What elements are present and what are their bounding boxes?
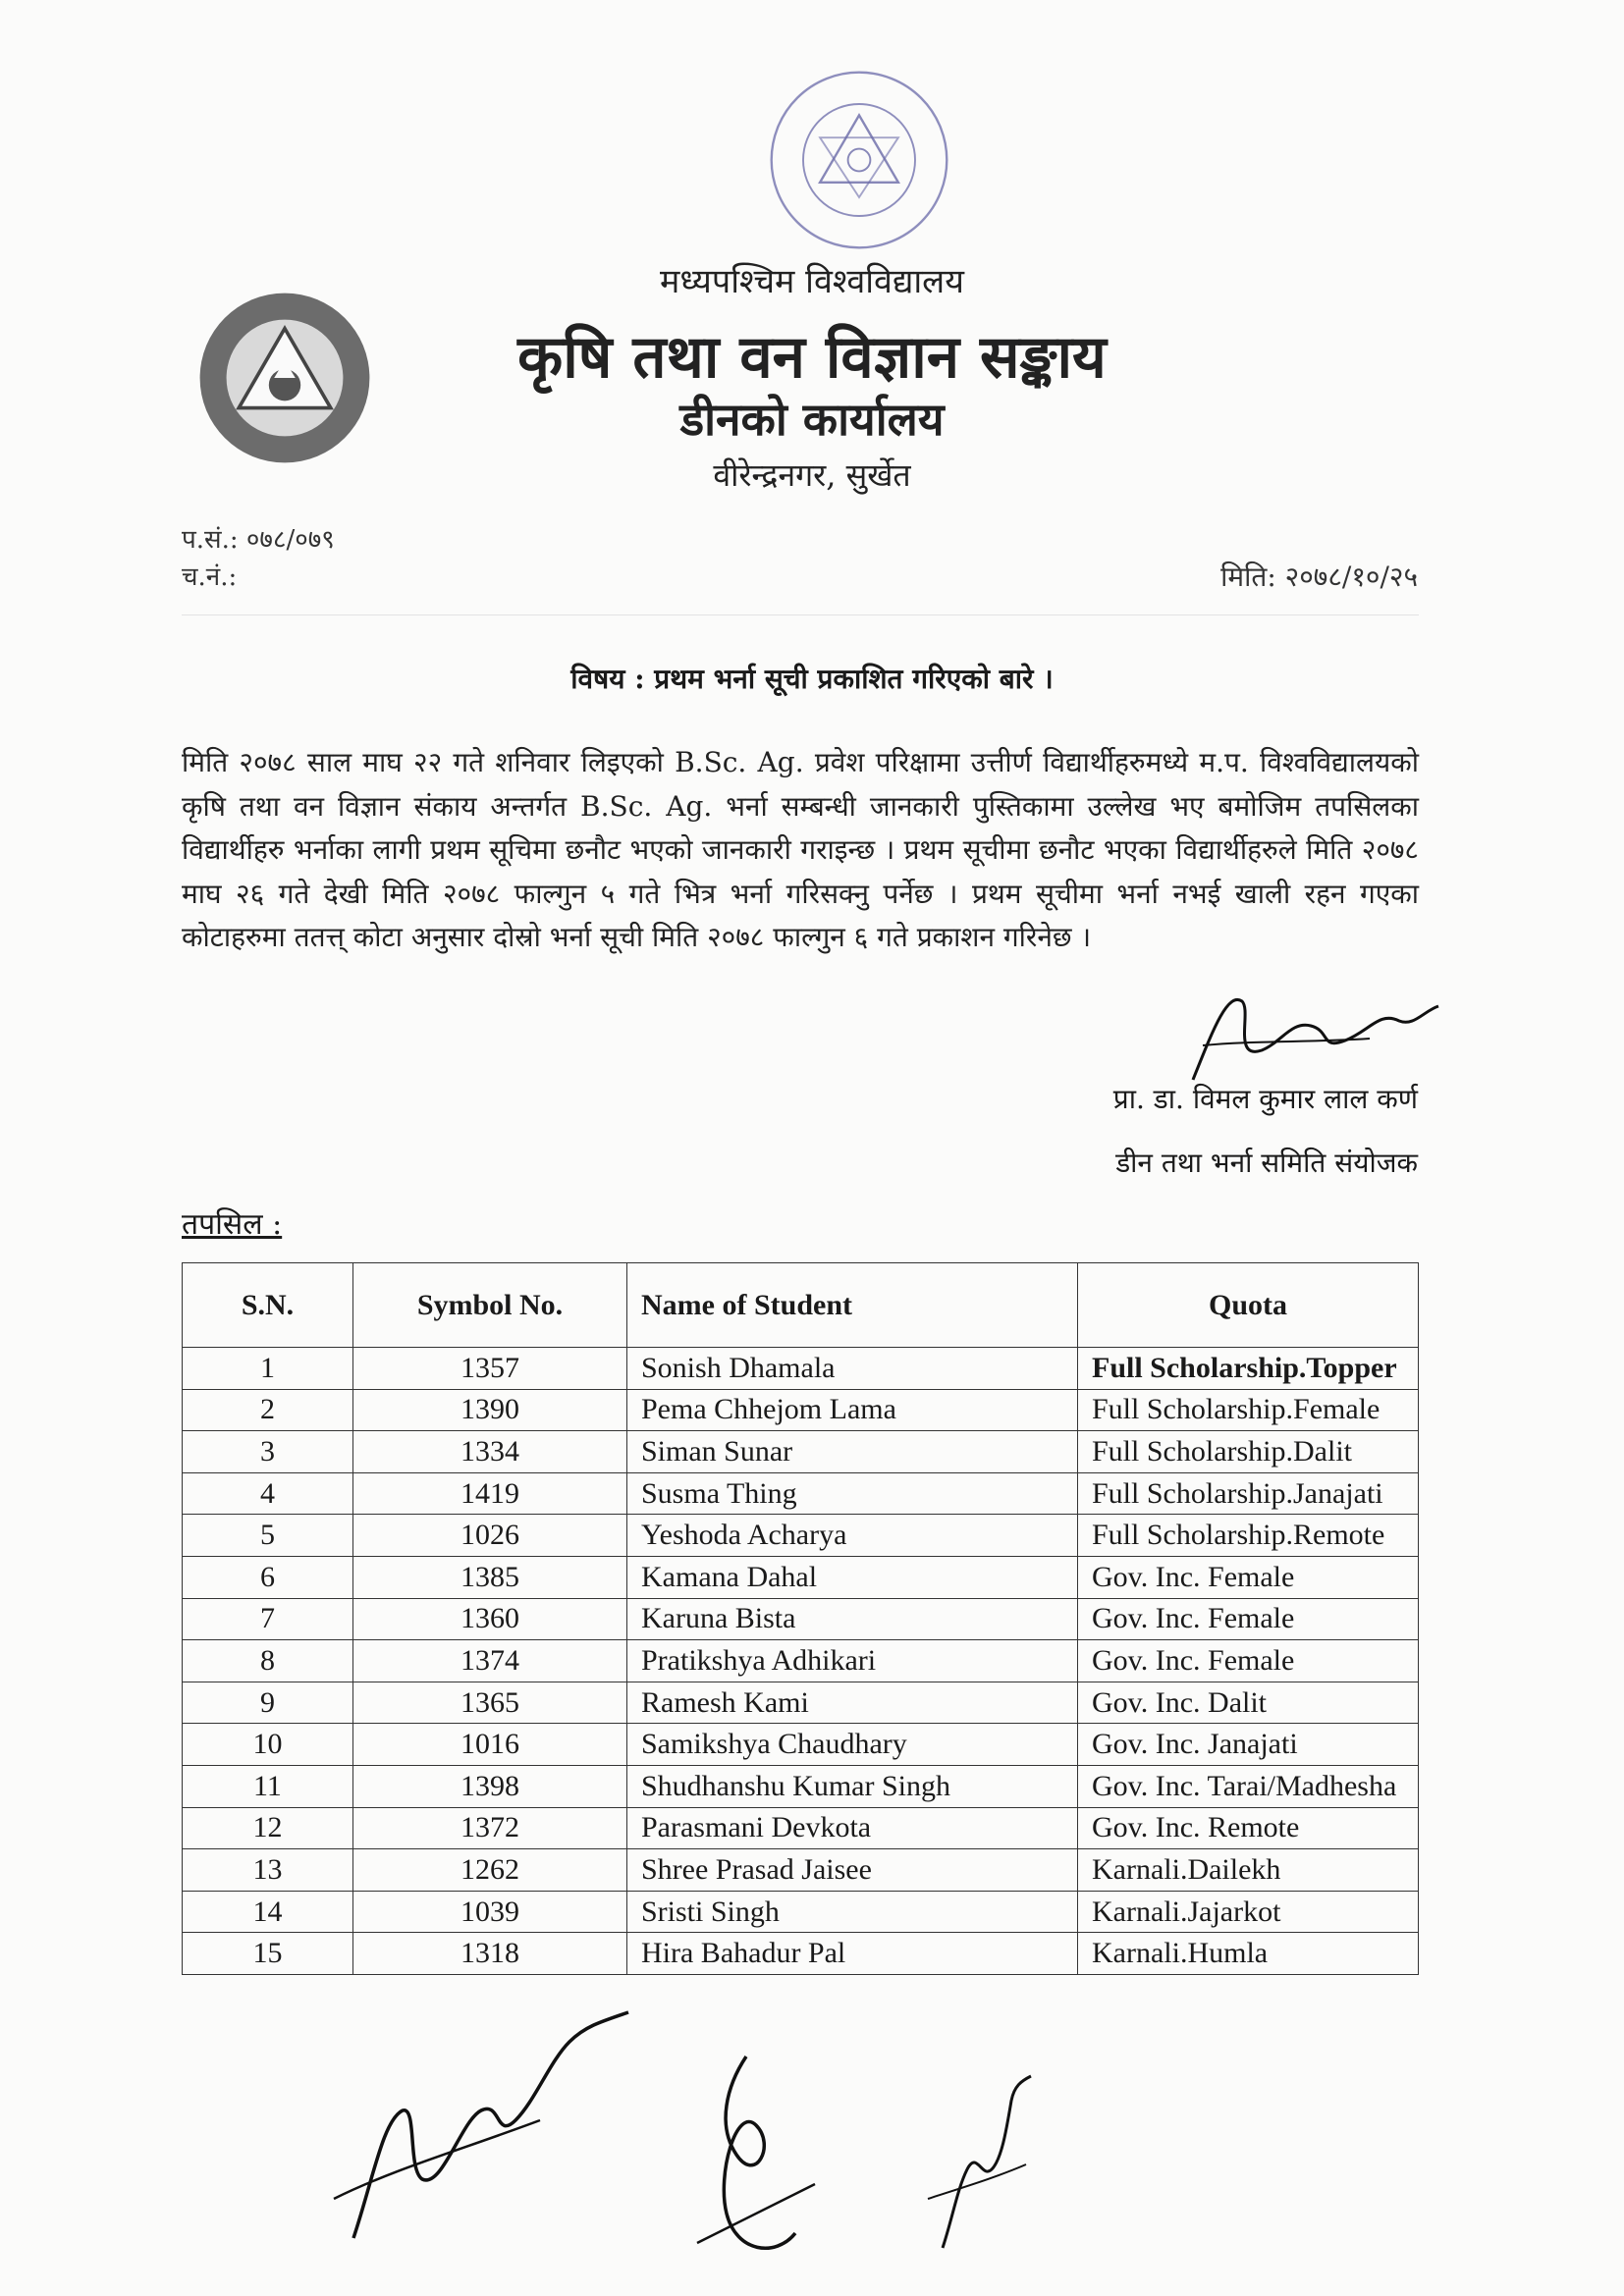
cell-sn: 12 (183, 1807, 353, 1849)
dean-office-seal (766, 67, 952, 253)
header-divider (182, 614, 1419, 615)
cell-name: Kamana Dahal (627, 1556, 1078, 1598)
cell-name: Parasmani Devkota (627, 1807, 1078, 1849)
cell-sn: 15 (183, 1933, 353, 1975)
office-location: वीरेन्द्रनगर, सुर्खेत (713, 456, 911, 494)
table-row (183, 1807, 1419, 1849)
cell-symbol: 1385 (353, 1556, 627, 1598)
cell-symbol: 1372 (353, 1807, 627, 1849)
cell-sn: 9 (183, 1682, 353, 1724)
cell-name: Pema Chhejom Lama (627, 1389, 1078, 1431)
table-row (183, 1640, 1419, 1682)
cell-quota: Gov. Inc. Tarai/Madhesha (1078, 1765, 1419, 1807)
cell-symbol: 1026 (353, 1515, 627, 1557)
cell-sn: 11 (183, 1765, 353, 1807)
cell-name: Sonish Dhamala (627, 1348, 1078, 1390)
table-row (183, 1682, 1419, 1724)
table-row (183, 1348, 1419, 1390)
cell-quota: Gov. Inc. Dalit (1078, 1682, 1419, 1724)
table-row (183, 1515, 1419, 1557)
cell-sn: 4 (183, 1472, 353, 1515)
table-row (183, 1389, 1419, 1431)
cell-symbol: 1318 (353, 1933, 627, 1975)
cell-symbol: 1262 (353, 1849, 627, 1892)
letter-subject: विषय : प्रथम भर्ना सूची प्रकाशित गरिएको बारे । (570, 663, 1054, 695)
signer-name: प्रा. डा. विमल कुमार लाल कर्ण (1112, 1083, 1418, 1115)
cell-symbol: 1398 (353, 1765, 627, 1807)
cell-symbol: 1374 (353, 1640, 627, 1682)
cell-symbol: 1334 (353, 1431, 627, 1473)
dean-signature (1173, 972, 1448, 1090)
office-name: डीनको कार्यालय (679, 393, 945, 446)
cell-sn: 5 (183, 1515, 353, 1557)
cell-quota: Karnali.Humla (1078, 1933, 1419, 1975)
cell-sn: 1 (183, 1348, 353, 1390)
notice-body: मिति २०७८ साल माघ २२ गते शनिवार लिइएको B.Sc. Ag. प्रवेश परिक्षामा उत्तीर्ण विद्यार्थीहरुमध्ये म.प. विश्वविद्यालयको कृषि तथा वन विज्ञान संकाय अन्तर्गत B.Sc. Ag. भर्ना सम्बन्धी जानकारी पुस्तिकामा उल्लेख भए बमोजिम तपसिलका विद्यार्थीहरु भर्नाका लागी प्रथम सूचिमा छनौट भएको जानकारी गराइन्छ । प्रथम सूचीमा छनौट भएका विद्यार्थीहरुले मिति २०७८ माघ २६ गते देखी मिति २०७८ फाल्गुन ५ गते भित्र भर्ना गरिसक्नु पर्नेछ । प्रथम सूचीमा भर्ना नभई खाली रहन गएका कोटाहरुमा ततत्त् कोटा अनुसार दोस्रो भर्ना सूची मिति २०७८ फाल्गुन ६ गते प्रकाशन गरिनेछ । (182, 746, 1419, 953)
cell-quota: Full Scholarship.Dalit (1078, 1431, 1419, 1473)
cell-name: Shudhanshu Kumar Singh (627, 1765, 1078, 1807)
cell-sn: 13 (183, 1849, 353, 1892)
cell-name: Karuna Bista (627, 1598, 1078, 1640)
committee-signature-1 (314, 2002, 638, 2248)
cell-quota: Full Scholarship.Remote (1078, 1515, 1419, 1557)
table-row (183, 1849, 1419, 1892)
faculty-name: कृषि तथा वन विज्ञान सङ्काय (517, 323, 1107, 392)
cell-name: Hira Bahadur Pal (627, 1933, 1078, 1975)
table-row (183, 1933, 1419, 1975)
cell-quota: Gov. Inc. Female (1078, 1598, 1419, 1640)
cell-quota: Gov. Inc. Female (1078, 1640, 1419, 1682)
cell-symbol: 1357 (353, 1348, 627, 1390)
table-row (183, 1724, 1419, 1766)
cell-symbol: 1365 (353, 1682, 627, 1724)
cell-quota: Full Scholarship.Janajati (1078, 1472, 1419, 1515)
table-row (183, 1472, 1419, 1515)
cell-sn: 3 (183, 1431, 353, 1473)
cell-sn: 14 (183, 1891, 353, 1933)
table-row (183, 1598, 1419, 1640)
table-row (183, 1556, 1419, 1598)
table-row (183, 1765, 1419, 1807)
header-name: Name of Student (627, 1263, 1078, 1348)
cell-name: Siman Sunar (627, 1431, 1078, 1473)
cell-name: Shree Prasad Jaisee (627, 1849, 1078, 1892)
cell-sn: 10 (183, 1724, 353, 1766)
cell-sn: 2 (183, 1389, 353, 1431)
cell-symbol: 1016 (353, 1724, 627, 1766)
cell-symbol: 1039 (353, 1891, 627, 1933)
letter-date: मिति: २०७८/१०/२५ (1220, 561, 1418, 593)
dispatch-number: च.नं.: (182, 562, 238, 592)
signer-title: डीन तथा भर्ना समिति संयोजक (1115, 1147, 1418, 1179)
cell-symbol: 1360 (353, 1598, 627, 1640)
details-label: तपसिल : (182, 1207, 283, 1242)
letter-number: प.सं.: ०७८/०७९ (182, 525, 335, 555)
cell-name: Ramesh Kami (627, 1682, 1078, 1724)
cell-quota: Karnali.Dailekh (1078, 1849, 1419, 1892)
cell-sn: 6 (183, 1556, 353, 1598)
cell-name: Samikshya Chaudhary (627, 1724, 1078, 1766)
table-header-row (183, 1263, 1419, 1348)
university-name: मध्यपश्चिम विश्वविद्यालय (660, 262, 964, 301)
committee-signature-3 (913, 2071, 1041, 2258)
cell-quota: Karnali.Jajarkot (1078, 1891, 1419, 1933)
header-symbol: Symbol No. (353, 1263, 627, 1348)
cell-quota: Full Scholarship.Topper (1078, 1348, 1419, 1390)
table-row (183, 1891, 1419, 1933)
cell-sn: 7 (183, 1598, 353, 1640)
committee-signature-2 (677, 2047, 825, 2272)
header-sn: S.N. (183, 1263, 353, 1348)
cell-symbol: 1419 (353, 1472, 627, 1515)
cell-name: Sristi Singh (627, 1891, 1078, 1933)
cell-name: Pratikshya Adhikari (627, 1640, 1078, 1682)
cell-quota: Gov. Inc. Female (1078, 1556, 1419, 1598)
header-quota: Quota (1078, 1263, 1419, 1348)
cell-quota: Full Scholarship.Female (1078, 1389, 1419, 1431)
cell-quota: Gov. Inc. Janajati (1078, 1724, 1419, 1766)
selected-students-table (182, 1262, 1419, 1975)
cell-sn: 8 (183, 1640, 353, 1682)
table-row (183, 1431, 1419, 1473)
cell-symbol: 1390 (353, 1389, 627, 1431)
cell-name: Susma Thing (627, 1472, 1078, 1515)
cell-name: Yeshoda Acharya (627, 1515, 1078, 1557)
cell-quota: Gov. Inc. Remote (1078, 1807, 1419, 1849)
